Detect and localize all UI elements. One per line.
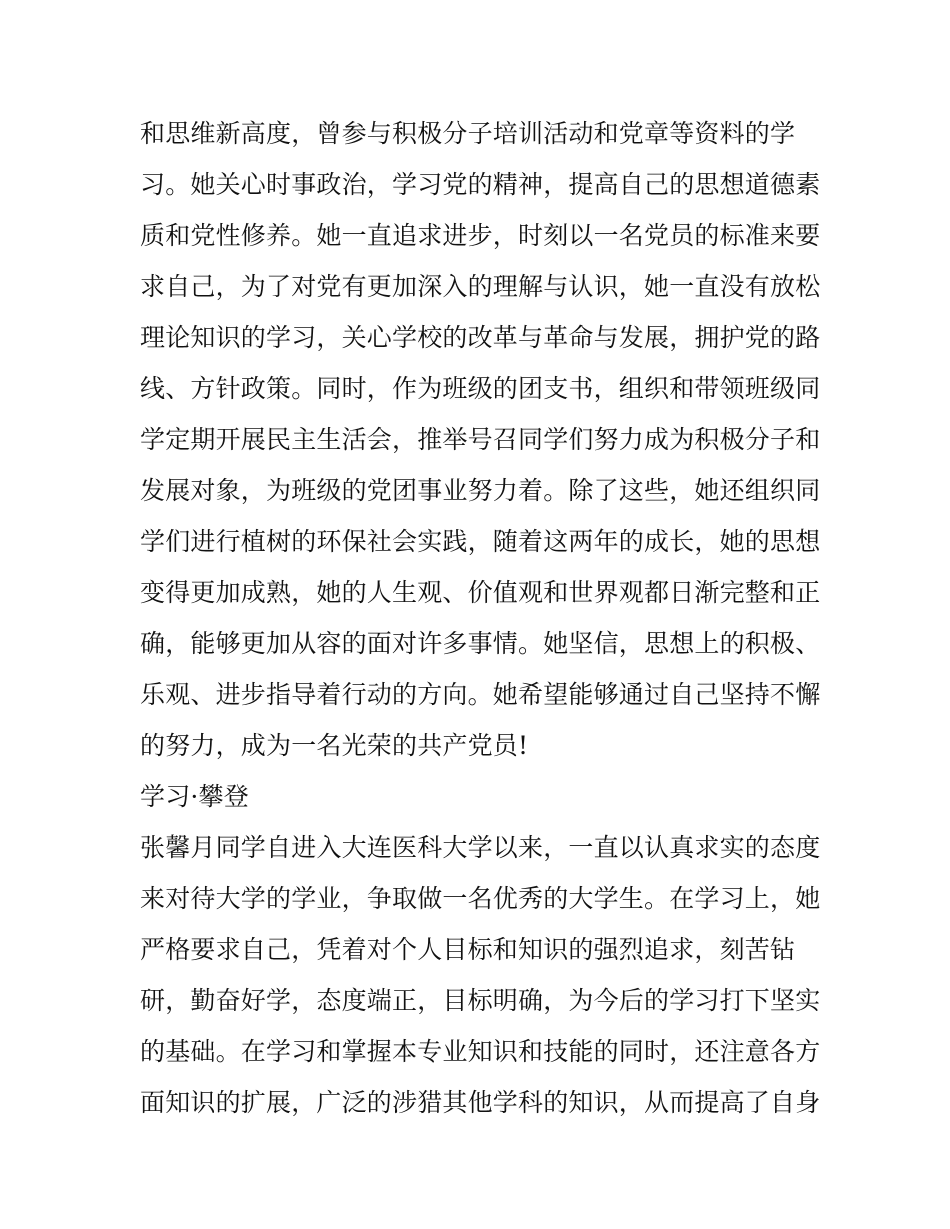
text-line: 确，能够更加从容的面对许多事情。她坚信，思想上的积极、 bbox=[140, 629, 821, 658]
text-line: 质和党性修养。她一直追求进步，时刻以一名党员的标准来要 bbox=[140, 221, 821, 250]
text-line: 线、方针政策。同时，作为班级的团支书，组织和带领班级同 bbox=[140, 374, 821, 403]
text-line: 研，勤奋好学，态度端正，目标明确，为今后的学习打下坚实 bbox=[140, 986, 821, 1015]
text-line: 面知识的扩展，广泛的涉猎其他学科的知识，从而提高了自身 bbox=[140, 1088, 821, 1117]
text-line: 和思维新高度，曾参与积极分子培训活动和党章等资料的学 bbox=[140, 119, 796, 148]
text-line: 严格要求自己，凭着对个人目标和知识的强烈追求，刻苦钻 bbox=[140, 935, 796, 964]
text-line: 学定期开展民主生活会，推举号召同学们努力成为积极分子和 bbox=[140, 425, 821, 454]
text-line: 发展对象，为班级的党团事业努力着。除了这些，她还组织同 bbox=[140, 476, 821, 505]
text-line: 理论知识的学习，关心学校的改革与革命与发展，拥护党的路 bbox=[140, 323, 821, 352]
text-line: 的努力，成为一名光荣的共产党员! bbox=[140, 731, 529, 760]
text-line: 求自己，为了对党有更加深入的理解与认识，她一直没有放松 bbox=[140, 272, 821, 301]
text-line: 张馨月同学自进入大连医科大学以来，一直以认真求实的态度 bbox=[140, 833, 821, 862]
text-line: 乐观、进步指导着行动的方向。她希望能够通过自己坚持不懈 bbox=[140, 680, 821, 709]
body-text bbox=[140, 108, 820, 1128]
text-line: 的基础。在学习和掌握本专业知识和技能的同时，还注意各方 bbox=[140, 1037, 821, 1066]
text-line: 学们进行植树的环保社会实践，随着这两年的成长，她的思想 bbox=[140, 527, 821, 556]
text-line: 习。她关心时事政治，学习党的精神，提高自己的思想道德素 bbox=[140, 170, 821, 199]
section-heading: 学习·攀登 bbox=[140, 782, 249, 811]
text-line: 来对待大学的学业，争取做一名优秀的大学生。在学习上，她 bbox=[140, 884, 821, 913]
text-line: 变得更加成熟，她的人生观、价值观和世界观都日渐完整和正 bbox=[140, 578, 821, 607]
